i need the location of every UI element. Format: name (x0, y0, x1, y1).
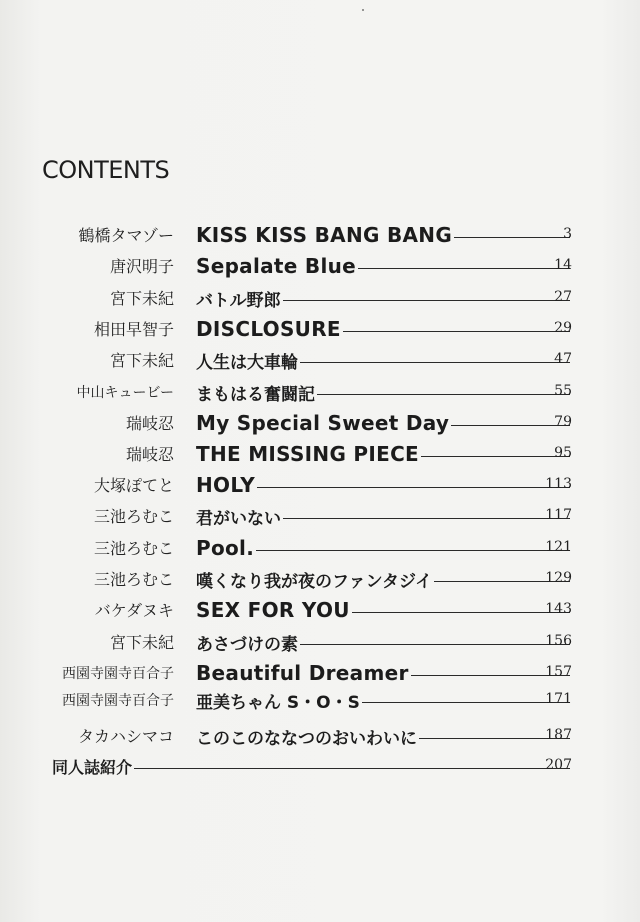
doujin-row (52, 752, 570, 780)
toc-title[interactable]: My Special Sweet Day (196, 411, 450, 435)
toc-title-row (196, 659, 570, 687)
toc-entry[interactable] (0, 378, 640, 406)
leader-line (454, 237, 570, 238)
toc-page-number-text: 187 (545, 727, 572, 743)
toc-page-number-text: 171 (545, 691, 572, 707)
toc-entry[interactable] (0, 659, 640, 687)
toc-title[interactable]: THE MISSING PIECE (196, 442, 420, 466)
toc-page-number-text: 156 (545, 633, 572, 649)
toc-title[interactable]: あさづけの素 (196, 634, 298, 655)
leader-line (300, 362, 570, 363)
toc-entry[interactable] (0, 502, 640, 530)
toc-title-row (196, 409, 570, 437)
leader-line (421, 456, 570, 457)
toc-page-number-text: 143 (545, 601, 572, 617)
toc-author: 宮下未紀 (109, 633, 174, 652)
toc-author: 鶴橋タマゾー (78, 226, 174, 245)
toc-page-number-text: 55 (554, 383, 572, 399)
toc-page-number-text: 27 (554, 289, 572, 305)
toc-title[interactable]: このこのななつのおいわいに (196, 728, 417, 749)
toc-title-row (196, 284, 570, 312)
toc-author: 西園寺園寺百合子 (62, 693, 174, 709)
toc-title-row (196, 315, 570, 343)
toc-title-row (196, 346, 570, 374)
toc-author: 宮下未紀 (109, 351, 174, 370)
toc-page-number-text: 207 (545, 757, 572, 773)
toc-author: 相田早智子 (93, 320, 174, 339)
toc-title[interactable]: HOLY (196, 473, 256, 497)
leader-line (358, 268, 570, 269)
toc-entry[interactable] (0, 534, 640, 562)
toc-title[interactable]: まもはる奮闘記 (196, 384, 315, 405)
toc-author: タカハシマコ (77, 727, 174, 746)
toc-author: 西園寺園寺百合子 (62, 666, 174, 682)
toc-title[interactable]: 亜美ちゃん S・O・S (196, 692, 360, 713)
toc-author: 中山キュービー (76, 385, 174, 401)
toc-title[interactable]: KISS KISS BANG BANG (196, 223, 453, 247)
leader-line (343, 331, 570, 332)
toc-page-number-text: 117 (545, 507, 572, 523)
toc-title-row (196, 722, 570, 750)
leader-line (451, 425, 570, 426)
toc-title-row (196, 628, 570, 656)
toc-title[interactable]: SEX FOR YOU (196, 598, 350, 622)
toc-page-number-text: 29 (554, 320, 572, 336)
toc-page-number-text: 3 (563, 226, 572, 242)
toc-page-number-text: 14 (554, 257, 572, 273)
toc-title[interactable]: バトル野郎 (196, 290, 281, 311)
leader-line (257, 487, 570, 488)
toc-title[interactable]: DISCLOSURE (196, 317, 341, 341)
toc-entry-doujin[interactable] (0, 752, 640, 780)
toc-title-row (196, 502, 570, 530)
leader-line (283, 518, 570, 519)
toc-page-number-text: 157 (545, 664, 572, 680)
toc-entry[interactable] (0, 315, 640, 343)
toc-author: 三池ろむこ (93, 570, 174, 589)
paper-speck (362, 9, 364, 11)
toc-entry[interactable] (0, 440, 640, 468)
leader-line (300, 644, 570, 645)
toc-title[interactable]: Sepalate Blue (196, 254, 357, 278)
toc-title-row (196, 440, 570, 468)
doujin-label[interactable]: 同人誌紹介 (52, 757, 133, 777)
toc-author: 三池ろむこ (93, 539, 174, 558)
toc-page-number-text: 129 (545, 570, 572, 586)
leader-line (352, 612, 570, 613)
toc-entry[interactable] (0, 471, 640, 499)
toc-author: 唐沢明子 (109, 257, 174, 276)
toc-entry[interactable] (0, 628, 640, 656)
leader-line (317, 394, 570, 395)
leader-line (256, 550, 570, 551)
toc-page-number-text: 113 (545, 476, 572, 492)
leader-line (134, 768, 570, 769)
toc-title-row (196, 565, 570, 593)
toc-entry[interactable] (0, 722, 640, 750)
toc-author: 大塚ぽてと (93, 476, 174, 495)
toc-title[interactable]: Beautiful Dreamer (196, 661, 409, 685)
toc-title[interactable]: 君がいない (196, 508, 281, 529)
toc-entry[interactable] (0, 252, 640, 280)
toc-author: バケダヌキ (94, 601, 174, 620)
toc-title[interactable]: 人生は大車輪 (196, 352, 298, 373)
toc-entry[interactable] (0, 565, 640, 593)
toc-title-row (196, 252, 570, 280)
toc-entry[interactable] (0, 221, 640, 249)
leader-line (362, 702, 570, 703)
toc-page-number-text: 47 (554, 351, 572, 367)
toc-title[interactable]: Pool. (196, 536, 255, 560)
toc-author: 瑞岐忍 (125, 414, 174, 433)
contents-heading: CONTENTS (42, 156, 170, 184)
toc-page-number-text: 95 (554, 445, 572, 461)
toc-title-row (196, 534, 570, 562)
toc-entry[interactable] (0, 596, 640, 624)
toc-page-number-text: 121 (545, 539, 572, 555)
toc-title-row (196, 596, 570, 624)
toc-author: 瑞岐忍 (125, 445, 174, 464)
toc-author: 三池ろむこ (93, 507, 174, 526)
toc-author: 宮下未紀 (109, 289, 174, 308)
toc-page-number-text: 79 (554, 414, 572, 430)
toc-entry[interactable] (0, 284, 640, 312)
toc-title-row (196, 221, 570, 249)
toc-title-row (196, 686, 570, 714)
toc-title-row (196, 471, 570, 499)
toc-title-row (196, 378, 570, 406)
leader-line (283, 300, 570, 301)
toc-entry[interactable] (0, 686, 640, 714)
toc-entry[interactable] (0, 346, 640, 374)
toc-title[interactable]: 嘆くなり我が夜のファンタジイ (196, 571, 433, 592)
toc-entry[interactable] (0, 409, 640, 437)
